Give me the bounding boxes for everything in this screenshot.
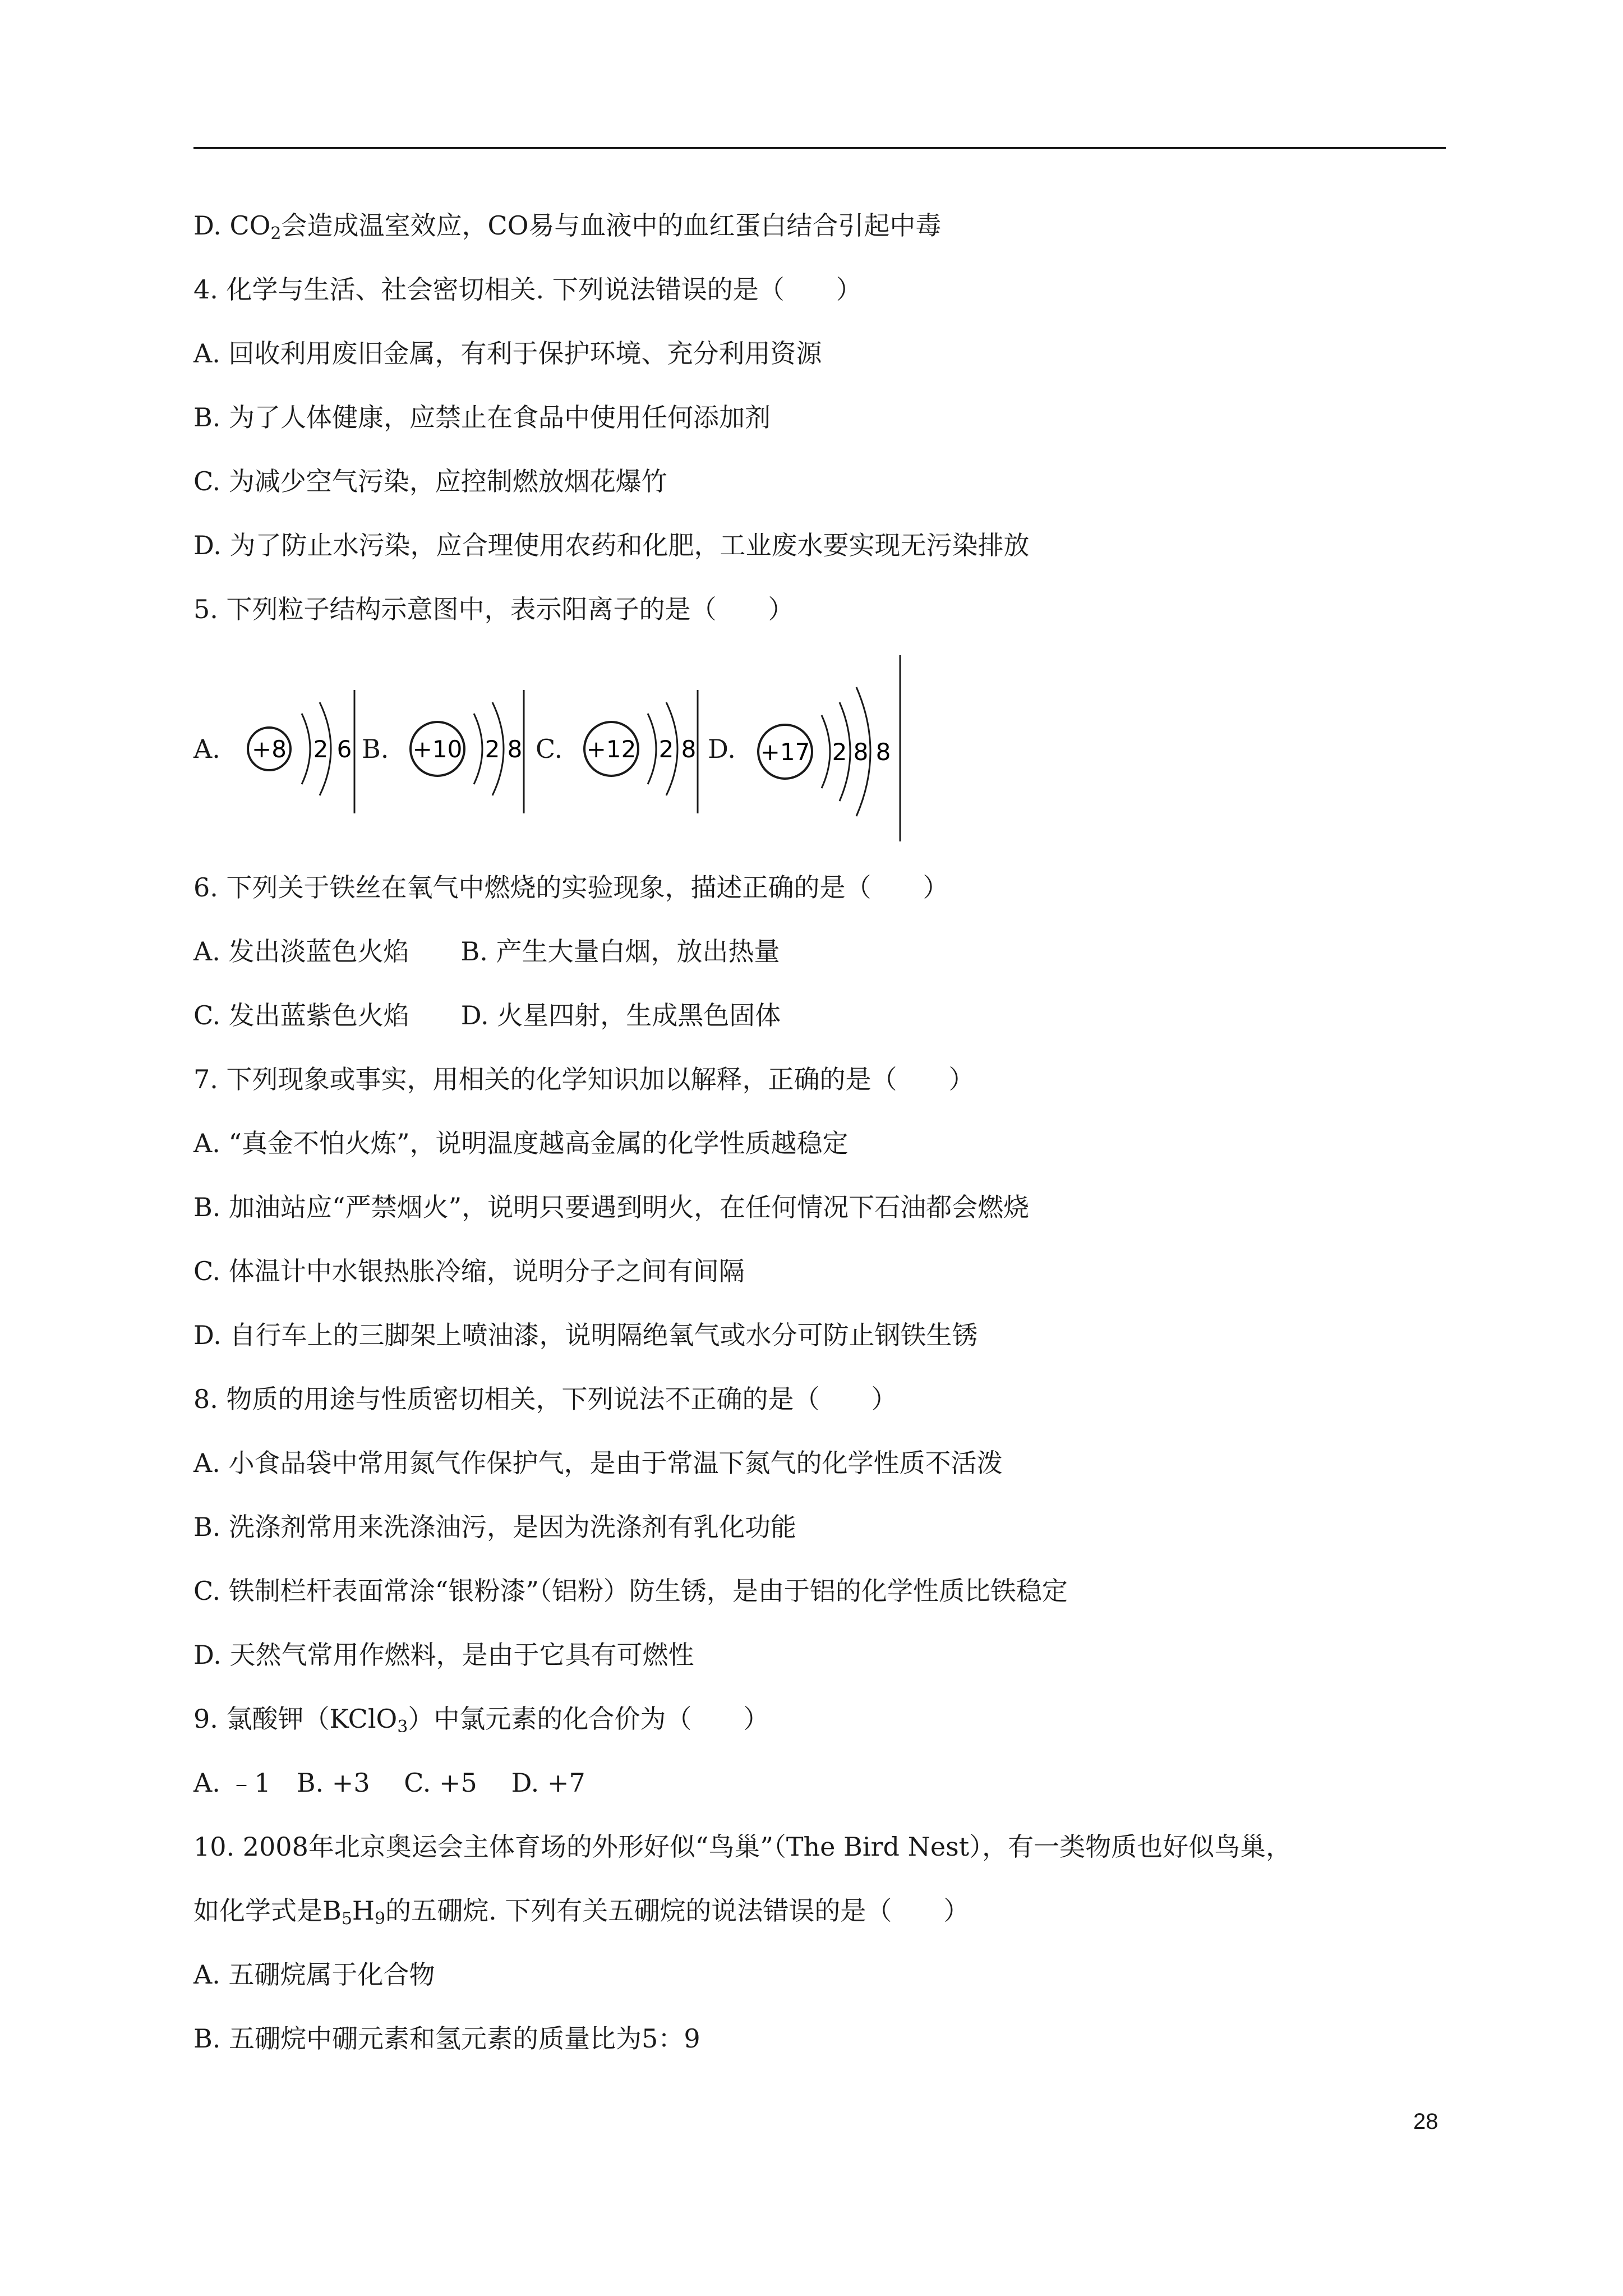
svg-text:2: 2 <box>313 735 329 763</box>
q8-option-a: A. 小食品袋中常用氮气作保护气，是由于常温下氮气的化学性质不活泼 <box>193 1448 1003 1478</box>
header-rule <box>193 147 1446 149</box>
q5-option-c-letter: C. <box>536 734 563 764</box>
q10-option-a: A. 五硼烷属于化合物 <box>193 1959 435 1990</box>
q6-options-cd: C. 发出蓝紫色火焰 D. 火星四射，生成黑色固体 <box>193 1000 781 1030</box>
q4-stem: 4. 化学与生活、社会密切相关. 下列说法错误的是（ ） <box>193 274 862 305</box>
q9-stem: 9. 氯酸钾（KClO$_3$）中氯元素的化合价为（ ） <box>193 1704 769 1737</box>
q5-option-b-letter: B. <box>362 734 389 764</box>
svg-text:2: 2 <box>832 738 847 766</box>
q8-option-b: B. 洗涤剂常用来洗涤油污，是因为洗涤剂有乳化功能 <box>193 1512 797 1542</box>
q4-option-b: B. 为了人体健康，应禁止在食品中使用任何添加剂 <box>193 402 771 432</box>
q10-stem-line2: 如化学式是$B_5H_9$的五硼烷. 下列有关五硼烷的说法错误的是（ ） <box>193 1895 970 1929</box>
q7-option-b: B. 加油站应“严禁烟火”，说明只要遇到明火，在任何情况下石油都会燃烧 <box>193 1192 1030 1222</box>
atom-diagram-b <box>404 679 527 819</box>
q5-stem: 5. 下列粒子结构示意图中，表示阳离子的是（ ） <box>193 594 794 624</box>
q6-options-ab: A. 发出淡蓝色火焰 B. 产生大量白烟，放出热量 <box>193 936 780 967</box>
svg-text:+12: +12 <box>586 735 637 763</box>
svg-text:+17: +17 <box>760 738 810 766</box>
page-number: 28 <box>1413 2109 1438 2134</box>
atom-diagram-d <box>749 651 903 847</box>
q9-options: A. ﹣1 B. +3 C. +5 D. +7 <box>193 1768 585 1798</box>
q7-option-c: C. 体温计中水银热胀冷缩，说明分子之间有间隔 <box>193 1256 745 1286</box>
q4-option-c: C. 为减少空气污染，应控制燃放烟花爆竹 <box>193 466 667 496</box>
q4-option-d: D. 为了防止水污染，应合理使用农药和化肥，工业废水要实现无污染排放 <box>193 530 1030 560</box>
svg-text:8: 8 <box>681 735 697 763</box>
svg-text:2: 2 <box>485 735 500 763</box>
q5-option-a-letter: A. <box>193 734 220 764</box>
q10-stem-line1: 10. 2008年北京奥运会主体育场的外形好似“鸟巢”（The Bird Nest），有一类物质也好似鸟巢， <box>193 1832 1292 1862</box>
q7-option-d: D. 自行车上的三脚架上喷油漆，说明隔绝氧气或水分可防止钢铁生锈 <box>193 1320 978 1350</box>
q10-option-b: B. 五硼烷中硼元素和氢元素的质量比为5：9 <box>193 2023 700 2054</box>
svg-text:8: 8 <box>875 738 891 766</box>
svg-text:+10: +10 <box>412 735 463 763</box>
q3-option-d: D. $CO_2$会造成温室效应，CO易与血液中的血红蛋白结合引起中毒 <box>193 210 942 243</box>
svg-text:8: 8 <box>507 735 523 763</box>
svg-text:8: 8 <box>853 738 869 766</box>
q8-option-c: C. 铁制栏杆表面常涂“银粉漆”（铝粉）防生锈，是由于铝的化学性质比铁稳定 <box>193 1576 1068 1606</box>
q5-option-d-letter: D. <box>708 734 736 764</box>
svg-text:2: 2 <box>658 735 674 763</box>
q7-stem: 7. 下列现象或事实，用相关的化学知识加以解释，正确的是（ ） <box>193 1064 975 1094</box>
svg-text:+8: +8 <box>252 735 287 763</box>
q8-stem: 8. 物质的用途与性质密切相关，下列说法不正确的是（ ） <box>193 1384 897 1414</box>
atom-diagram-c <box>578 679 701 819</box>
atom-diagram-a <box>236 679 356 819</box>
q4-option-a: A. 回收利用废旧金属，有利于保护环境、充分利用资源 <box>193 338 822 369</box>
q8-option-d: D. 天然气常用作燃料，是由于它具有可燃性 <box>193 1640 694 1670</box>
q6-stem: 6. 下列关于铁丝在氧气中燃烧的实验现象，描述正确的是（ ） <box>193 872 949 903</box>
q7-option-a: A. “真金不怕火炼”，说明温度越高金属的化学性质越稳定 <box>193 1128 849 1158</box>
svg-text:6: 6 <box>336 735 352 763</box>
